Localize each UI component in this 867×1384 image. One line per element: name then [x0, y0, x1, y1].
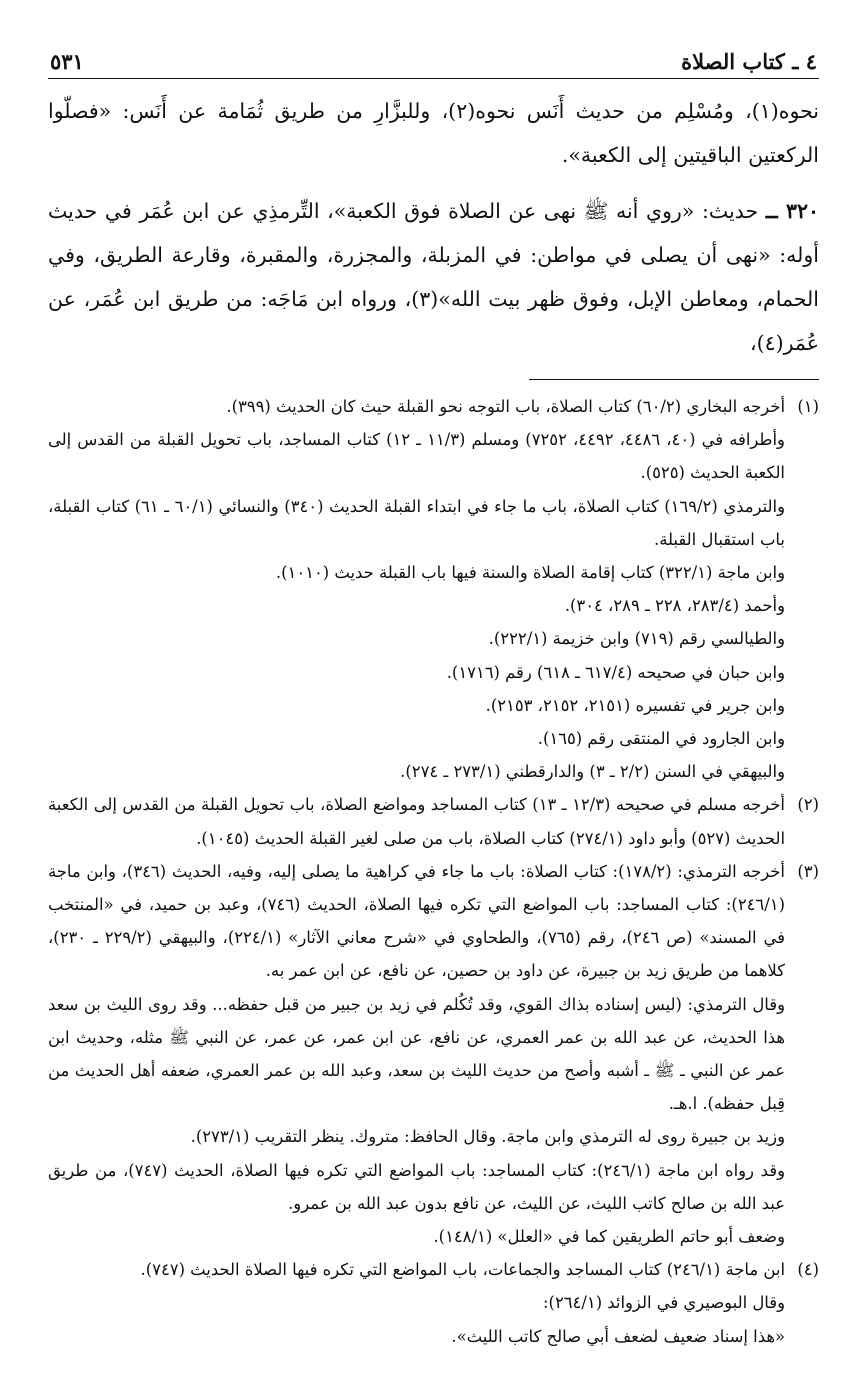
- footnote-line: والبيهقي في السنن (٢/٢ ـ ٣) والدارقطني (٢٧٣/١ ـ ٢٧٤).: [400, 762, 785, 782]
- footnote-line: وزيد بن جبيرة روى له الترمذي وابن ماجة. وقال الحافظ: متروك. ينظر التقريب (٢٧٣/١).: [190, 1127, 785, 1147]
- footnote-line: ابن ماجة (٢٤٦/١) كتاب المساجد والجماعات، باب المواضع التي تكره فيها الصلاة الحديث (٧٤٧).: [140, 1260, 785, 1280]
- footnote-line: وابن ماجة (٣٢٢/١) كتاب إقامة الصلاة والسنة فيها باب القبلة حديث (١٠١٠).: [275, 563, 785, 583]
- footnote-1: [48, 390, 819, 788]
- footnote-line: والترمذي (١٦٩/٢) كتاب الصلاة، باب ما جاء في ابتداء القبلة الحديث (٣٤٠) والنسائي (٦٠/١ ـ ٦١) كتاب القبلة، باب استقبال القبلة.: [48, 496, 785, 549]
- footnote-separator: [529, 379, 819, 380]
- chapter-title: ٤ ـ كتاب الصلاة: [681, 49, 817, 74]
- footnote-line: وقال الترمذي: (ليس إسناده بذاك القوي، وقد تُكُلم في زيد بن جبير من قبل حفظه... وقد روى الليث بن سعد هذا الحديث، عن عبد الله بن عمر العمري، عن نافع، عن ابن عمر، عن عمر، عن النبي ﷺ مثله، وحديث ابن عمر عن النبي ـ ﷺ ـ أشبه وأصح من حديث الليث بن سعد، وعبد الله بن عمر العمري، ضعفه أهل الحديث من قِبل حفظه). ا.هـ.: [48, 994, 785, 1114]
- footnote-line: أخرجه الترمذي: (١٧٨/٢): كتاب الصلاة: باب ما جاء في كراهية ما يصلى إليه، وفيه، الحديث (٣٤٦)، وابن ماجة (٢٤٦/١): كتاب المساجد: باب المواضع التي تكره فيها الصلاة، الحديث (٧٤٦)، وعبد بن حميد، في «المنتخب في المسند» (ص ٢٤٦)، رقم (٧٦٥)، والطحاوي في «شرح معاني الآثار» (٢٢٤/١)، والبيهقي (٢٢٩/٢ ـ ٢٣٠)، كلاهما من طريق زيد بن جبيرة، عن داود بن حصين، عن نافع، عن ابن عمر به.: [48, 861, 785, 981]
- footnote-2: [48, 788, 819, 854]
- footnote-label: (٢): [797, 795, 819, 815]
- footnote-line: أخرجه مسلم في صحيحه (١٢/٣ ـ ١٣) كتاب المساجد ومواضع الصلاة، باب تحويل القبلة من القدس إلى الكعبة الحديث (٥٢٧) وأبو داود (٢٧٤/١) كتاب الصلاة، باب من صلى لغير القبلة الحديث (١٠٤٥).: [48, 795, 785, 848]
- footnote-label: (١): [797, 397, 819, 416]
- main-text: [48, 89, 819, 365]
- page-number: ٥٣١: [50, 49, 84, 74]
- footnote-4: [48, 1253, 819, 1353]
- footnote-line: والطيالسي رقم (٧١٩) وابن خزيمة (٢٢٢/١).: [488, 629, 785, 649]
- footnote-line: أخرجه البخاري (٦٠/٢) كتاب الصلاة، باب التوجه نحو القبلة حيث كان الحديث (٣٩٩).: [226, 397, 785, 416]
- hadith-number: ٣٢٠ ــ: [765, 199, 819, 223]
- footnote-line: وقد رواه ابن ماجة (٢٤٦/١): كتاب المساجد: باب المواضع التي تكره فيها الصلاة، الحديث (٧٤٧)، من طريق عبد الله بن صالح كاتب الليث، عن الليث، عن نافع بدون عبد الله بن عمرو.: [48, 1160, 785, 1213]
- running-header: [48, 38, 819, 79]
- footnote-line: «هذا إسناد ضعيف لضعف أبي صالح كاتب الليث».: [451, 1326, 785, 1346]
- footnote-line: وابن الجارود في المنتقى رقم (١٦٥).: [537, 729, 785, 749]
- footnote-label: (٣): [797, 861, 819, 881]
- footnotes: [48, 390, 819, 1353]
- footnote-line: وقال البوصيري في الزوائد (٢٦٤/١):: [543, 1293, 785, 1313]
- footnote-line: وأطرافه في (٤٠، ٤٤٨٦، ٤٤٩٢، ٧٢٥٢) ومسلم (١١/٣ ـ ١٢) كتاب المساجد، باب تحويل القبلة من القدس إلى الكعبة الحديث (٥٢٥).: [48, 430, 785, 483]
- paragraph-continuation: نحوه(١)، ومُسْلِم من حديث أَنَس نحوه(٢)، وللبزَّارِ من طريق ثُمَامة عن أَنَس: «فصلّوا الركعتين الباقيتين إلى الكعبة».: [48, 99, 820, 167]
- footnote-line: وضعف أبو حاتم الطريقين كما في «العلل» (١٤٨/١).: [433, 1227, 785, 1247]
- footnote-3: [48, 855, 819, 1253]
- hadith-text: حديث: «روي أنه ﷺ نهى عن الصلاة فوق الكعبة»، التِّرمذِي عن ابن عُمَر في حديث أوله: «نهى أن يصلى في مواطن: في المزبلة، والمجزرة، والمقبرة، وقارعة الطريق، وفي الحمام، ومعاطن الإبل، وفوق ظهر بيت الله»(٣)، ورواه ابن مَاجَه: من طريق ابن عُمَر، عن عُمَر(٤)،: [48, 199, 819, 355]
- footnote-line: وابن حبان في صحيحه (٦١٧/٤ ـ ٦١٨) رقم (١٧١٦).: [446, 662, 785, 682]
- footnote-line: وأحمد (٢٨٣/٤، ٢٢٨ ـ ٢٨٩، ٣٠٤).: [564, 596, 785, 616]
- footnote-line: وابن جرير في تفسيره (٢١٥١، ٢١٥٢، ٢١٥٣).: [485, 695, 785, 715]
- footnote-label: (٤): [797, 1260, 819, 1280]
- hadith-320-paragraph: [48, 189, 819, 365]
